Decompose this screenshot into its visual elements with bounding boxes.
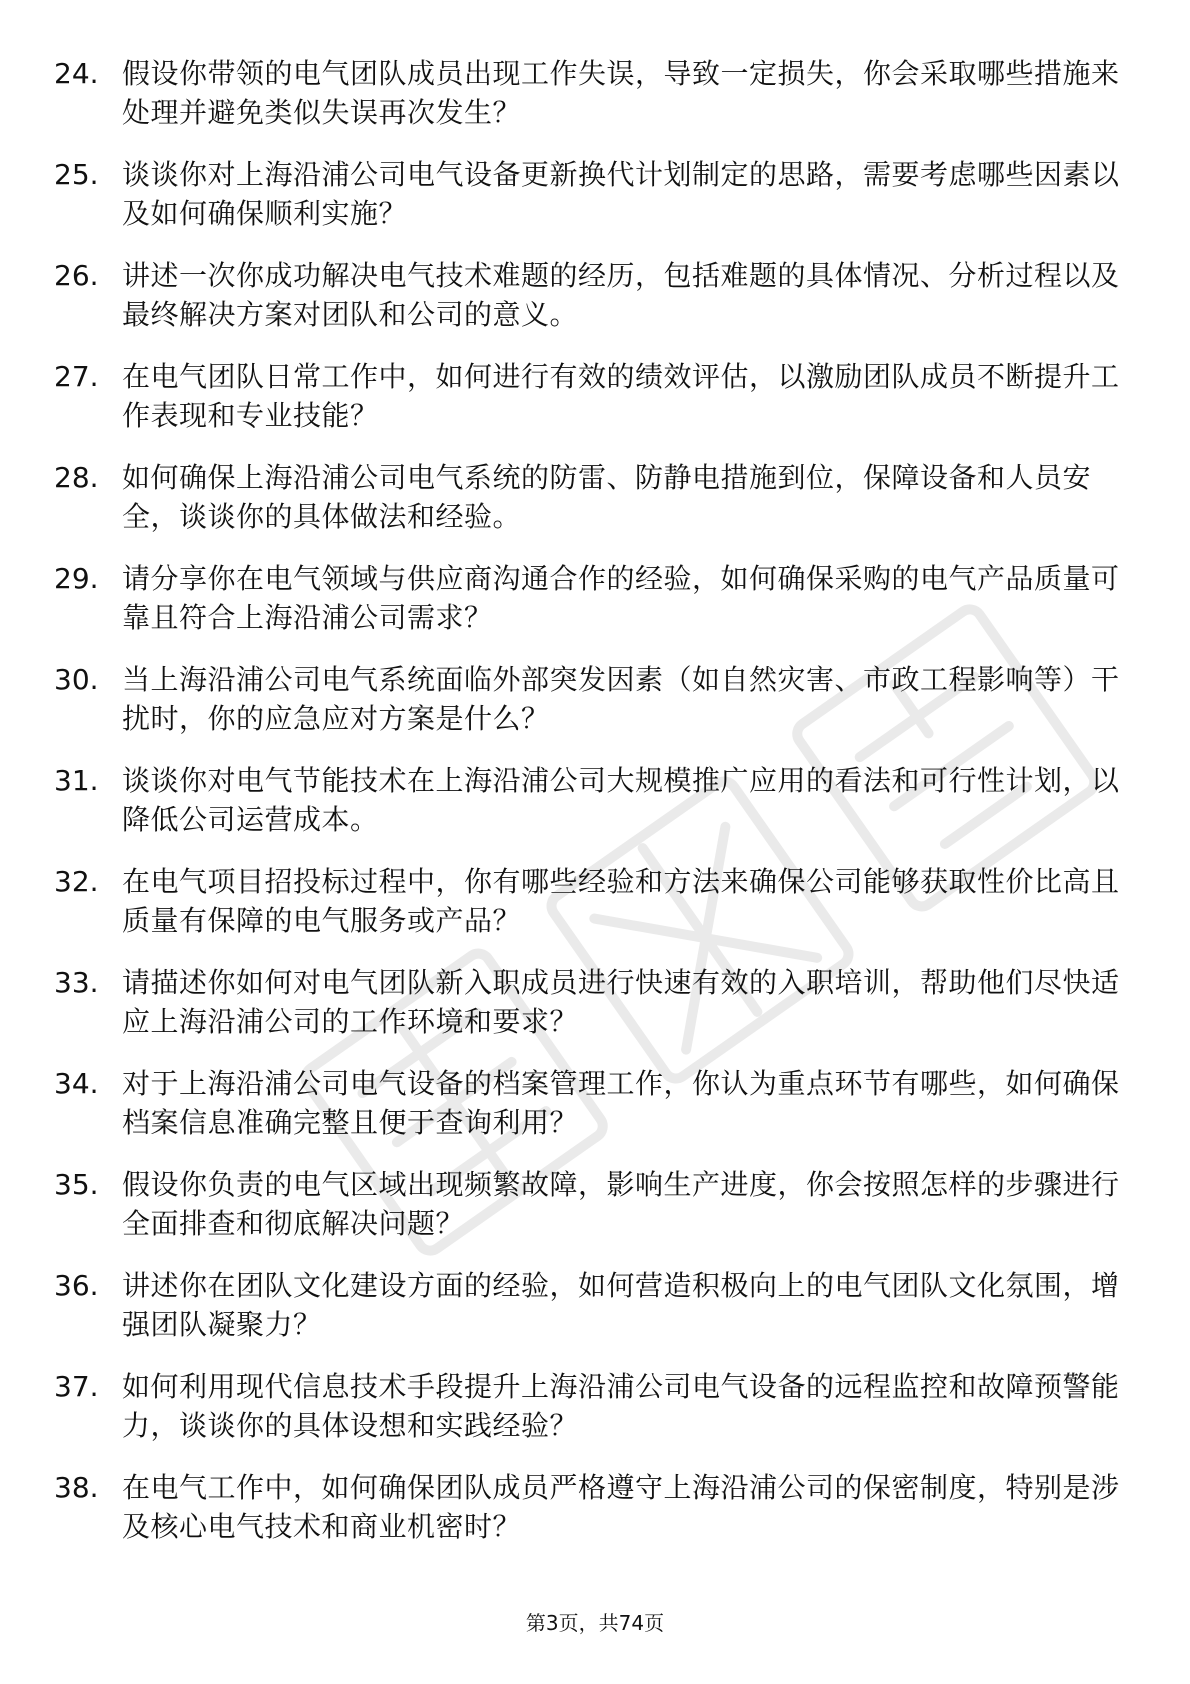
question-number: 30. <box>54 663 99 696</box>
question-text: 谈谈你对上海沿浦公司电气设备更新换代计划制定的思路，需要考虑哪些因素以及如何确保顺利实施？ <box>122 158 1120 230</box>
question-number: 34. <box>54 1067 99 1100</box>
question-item <box>54 256 1134 337</box>
question-number: 31. <box>54 764 99 797</box>
question-number: 38. <box>54 1471 99 1504</box>
question-text: 假设你负责的电气区域出现频繁故障，影响生产进度，你会按照怎样的步骤进行全面排查和彻底解决问题？ <box>122 1168 1120 1240</box>
question-number: 37. <box>54 1370 99 1403</box>
question-number: 25. <box>54 158 99 191</box>
question-item <box>54 761 1134 842</box>
question-text: 在电气工作中，如何确保团队成员严格遵守上海沿浦公司的保密制度，特别是涉及核心电气技术和商业机密时？ <box>122 1471 1120 1543</box>
question-text: 当上海沿浦公司电气系统面临外部突发因素（如自然灾害、市政工程影响等）干扰时，你的应急应对方案是什么？ <box>122 663 1120 735</box>
question-number: 29. <box>54 562 99 595</box>
question-item <box>54 1266 1134 1347</box>
question-item <box>54 458 1134 539</box>
question-text: 谈谈你对电气节能技术在上海沿浦公司大规模推广应用的看法和可行性计划，以降低公司运营成本。 <box>122 764 1120 836</box>
question-item <box>54 357 1134 438</box>
question-number: 36. <box>54 1269 99 1302</box>
question-text: 在电气团队日常工作中，如何进行有效的绩效评估，以激励团队成员不断提升工作表现和专业技能？ <box>122 360 1120 432</box>
question-number: 28. <box>54 461 99 494</box>
question-item <box>54 1165 1134 1246</box>
question-text: 请分享你在电气领域与供应商沟通合作的经验，如何确保采购的电气产品质量可靠且符合上海沿浦公司需求？ <box>122 562 1120 634</box>
question-item <box>54 1367 1134 1448</box>
question-item <box>54 963 1134 1044</box>
question-item <box>54 862 1134 943</box>
question-text: 讲述你在团队文化建设方面的经验，如何营造积极向上的电气团队文化氛围，增强团队凝聚力？ <box>122 1269 1120 1341</box>
question-text: 如何利用现代信息技术手段提升上海沿浦公司电气设备的远程监控和故障预警能力，谈谈你的具体设想和实践经验？ <box>122 1370 1120 1442</box>
question-text: 假设你带领的电气团队成员出现工作失误，导致一定损失，你会采取哪些措施来处理并避免类似失误再次发生？ <box>122 57 1120 129</box>
question-text: 请描述你如何对电气团队新入职成员进行快速有效的入职培训，帮助他们尽快适应上海沿浦公司的工作环境和要求？ <box>122 966 1120 1038</box>
question-number: 24. <box>54 57 99 90</box>
question-item <box>54 1468 1134 1549</box>
question-item <box>54 1064 1134 1145</box>
page-footer <box>0 1610 1190 1636</box>
question-item <box>54 54 1134 135</box>
question-number: 33. <box>54 966 99 999</box>
question-number: 27. <box>54 360 99 393</box>
question-number: 32. <box>54 865 99 898</box>
page-number-label: 第3页，共74页 <box>525 1611 665 1635</box>
question-text: 如何确保上海沿浦公司电气系统的防雷、防静电措施到位，保障设备和人员安全，谈谈你的具体做法和经验。 <box>122 461 1092 533</box>
question-text: 在电气项目招投标过程中，你有哪些经验和方法来确保公司能够获取性价比高且质量有保障的电气服务或产品？ <box>122 865 1120 937</box>
question-item <box>54 660 1134 741</box>
question-text: 对于上海沿浦公司电气设备的档案管理工作，你认为重点环节有哪些，如何确保档案信息准确完整且便于查询利用？ <box>122 1067 1120 1139</box>
question-number: 26. <box>54 259 99 292</box>
question-list <box>54 54 1134 1569</box>
question-number: 35. <box>54 1168 99 1201</box>
question-item <box>54 559 1134 640</box>
question-item <box>54 155 1134 236</box>
question-text: 讲述一次你成功解决电气技术难题的经历，包括难题的具体情况、分析过程以及最终解决方案对团队和公司的意义。 <box>122 259 1120 331</box>
